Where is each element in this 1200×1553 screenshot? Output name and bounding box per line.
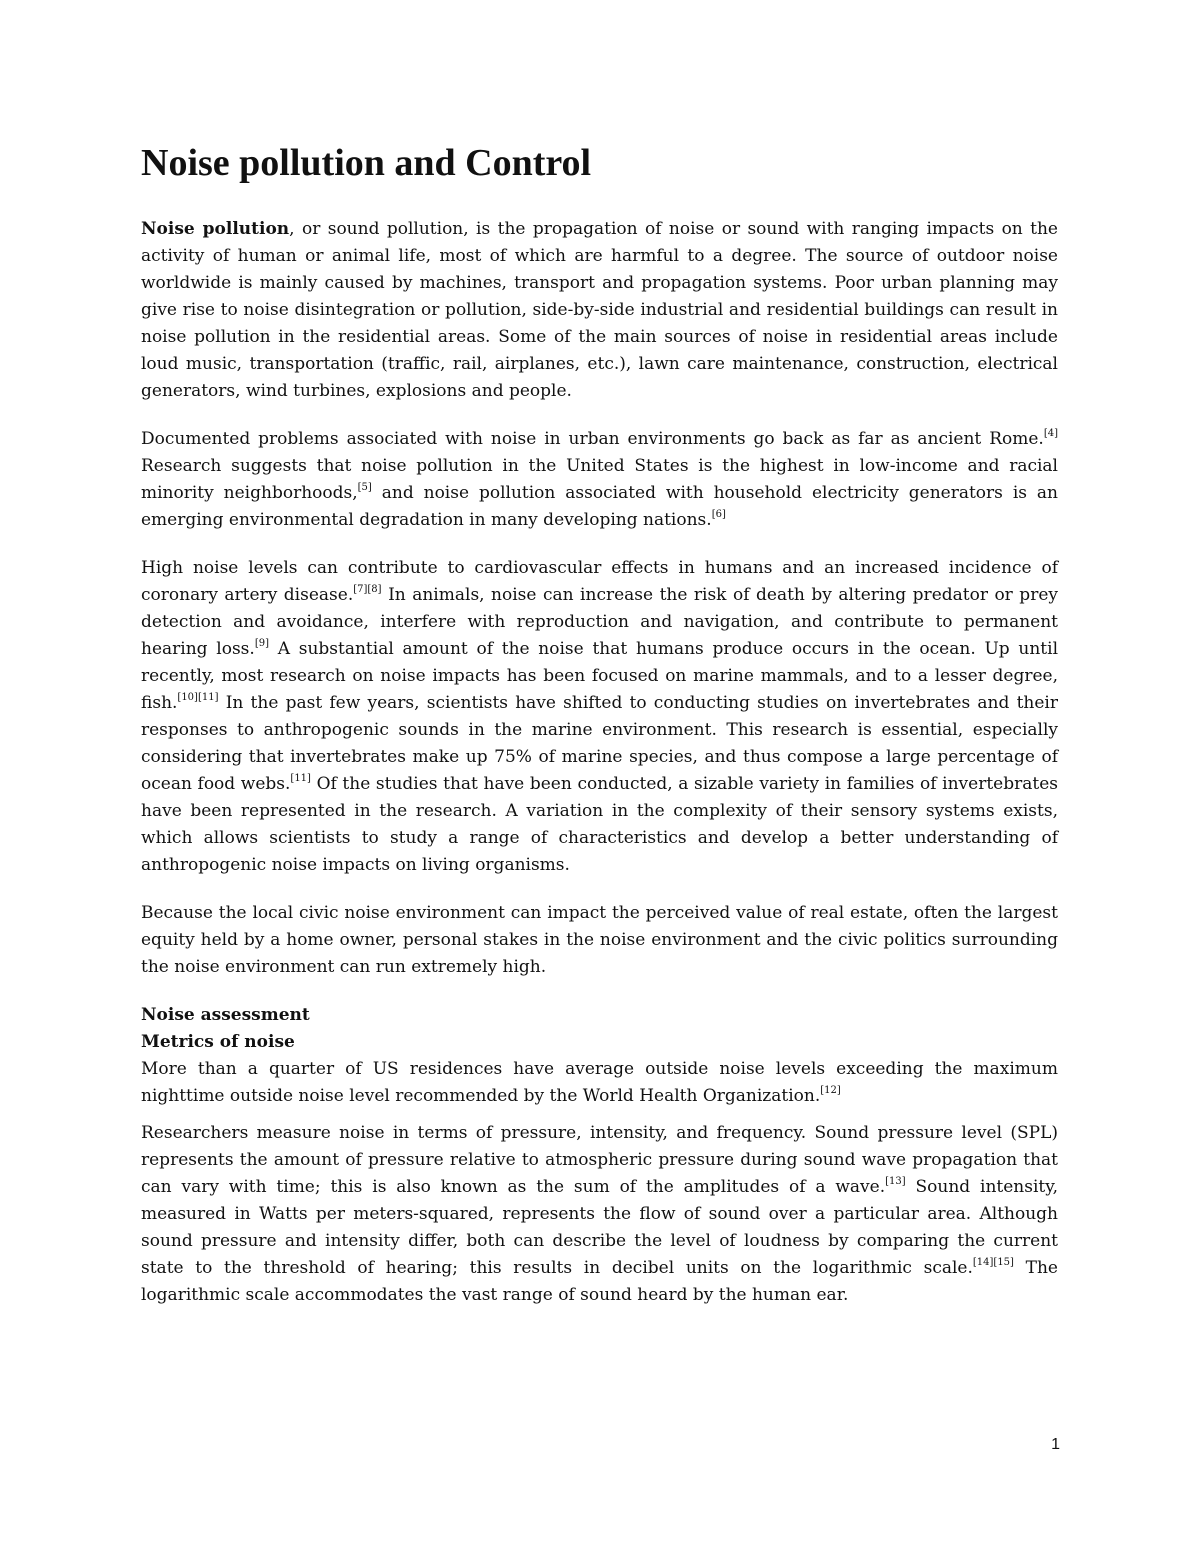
section-heading-noise-assessment: Noise assessment bbox=[141, 1004, 310, 1025]
paragraph-intro bbox=[141, 216, 1058, 405]
paragraph-measurement bbox=[141, 1120, 1058, 1309]
citation-ref[interactable]: [5] bbox=[357, 481, 372, 493]
health-text-4: In the past few years, scientists have shifted to conducting studies on invertebrates and their responses to anthropogenic sounds in the marine environment. This research is essential, especially considering that invertebrates make up 75% of marine species, and thus compose a large percentage of ocean food webs. bbox=[141, 692, 1058, 794]
health-text-5: Of the studies that have been conducted, a sizable variety in families of invertebrates have been represented in the research. A variation in the complexity of their sensory systems exists, which allows scientists to study a range of characteristics and develop a better understanding of anthropogenic noise impacts on living organisms. bbox=[141, 773, 1058, 875]
citation-ref[interactable]: [14][15] bbox=[972, 1256, 1014, 1268]
document-body bbox=[141, 142, 1058, 1330]
citation-ref[interactable]: [10][11] bbox=[177, 691, 219, 703]
paragraph-residences bbox=[141, 1056, 1058, 1110]
measurement-text-2: Sound intensity, measured in Watts per meters-squared, represents the flow of sound over a particular area. Although sound pressure and intensity differ, both can describe the level of loudness by comparing the current state to the threshold of hearing; this results in decibel units on the logarithmic scale. bbox=[141, 1176, 1059, 1278]
health-text-2: In animals, noise can increase the risk of death by altering predator or prey detection and avoidance, interfere with reproduction and navigation, and contribute to permanent hearing loss. bbox=[141, 584, 1058, 659]
history-text-3: and noise pollution associated with household electricity generators is an emerging environmental degradation in many developing nations. bbox=[141, 482, 1059, 530]
history-text-1: Documented problems associated with noise in urban environments go back as far as ancient Rome. bbox=[141, 428, 1044, 449]
measurement-text-1: Researchers measure noise in terms of pressure, intensity, and frequency. Sound pressure level (SPL) represents the amount of pressure relative to atmospheric pressure during sound wave propagation that can vary with time; this is also known as the sum of the amplitudes of a wave. bbox=[141, 1122, 1058, 1197]
paragraph-health-effects bbox=[141, 555, 1058, 879]
citation-ref[interactable]: [7][8] bbox=[353, 583, 382, 595]
paragraph-history bbox=[141, 426, 1058, 534]
section-heading-metrics-of-noise: Metrics of noise bbox=[141, 1031, 295, 1052]
citation-ref[interactable]: [4] bbox=[1043, 427, 1058, 439]
residences-text: More than a quarter of US residences have average outside noise levels exceeding the maximum nighttime outside noise level recommended by the World Health Organization. bbox=[141, 1058, 1058, 1106]
citation-ref[interactable]: [13] bbox=[885, 1175, 906, 1187]
health-text-3: A substantial amount of the noise that humans produce occurs in the ocean. Up until recently, most research on noise impacts has been focused on marine mammals, and to a lesser degree, fish. bbox=[141, 638, 1059, 713]
page-title: Noise pollution and Control bbox=[141, 142, 592, 184]
intro-text: , or sound pollution, is the propagation of noise or sound with ranging impacts on the activity of human or animal life, most of which are harmful to a degree. The source of outdoor noise worldwide is mainly caused by machines, transport and propagation systems. Poor urban planning may give rise to noise disintegration or pollution, side-by-side industrial and residential buildings can result in noise pollution in the residential areas. Some of the main sources of noise in residential areas include loud music, transportation (traffic, rail, airplanes, etc.), lawn care maintenance, construction, electrical generators, wind turbines, explosions and people. bbox=[141, 218, 1058, 401]
measurement-text-3: The logarithmic scale accommodates the vast range of sound heard by the human ear. bbox=[141, 1257, 1058, 1305]
page-number: 1 bbox=[1051, 1436, 1060, 1453]
paragraph-real-estate: Because the local civic noise environment can impact the perceived value of real estate, often the largest equity held by a home owner, personal stakes in the noise environment and the civic politics surrounding the noise environment can run extremely high. bbox=[141, 902, 1058, 977]
citation-ref[interactable]: [9] bbox=[254, 637, 269, 649]
citation-ref[interactable]: [11] bbox=[290, 772, 311, 784]
history-text-2: Research suggests that noise pollution in the United States is the highest in low-income and racial minority neighborhoods, bbox=[141, 455, 1058, 503]
citation-ref[interactable]: [6] bbox=[711, 508, 726, 520]
intro-term: Noise pollution bbox=[141, 218, 290, 239]
citation-ref[interactable]: [12] bbox=[820, 1084, 841, 1096]
health-text-1: High noise levels can contribute to cardiovascular effects in humans and an increased incidence of coronary artery disease. bbox=[141, 557, 1058, 605]
